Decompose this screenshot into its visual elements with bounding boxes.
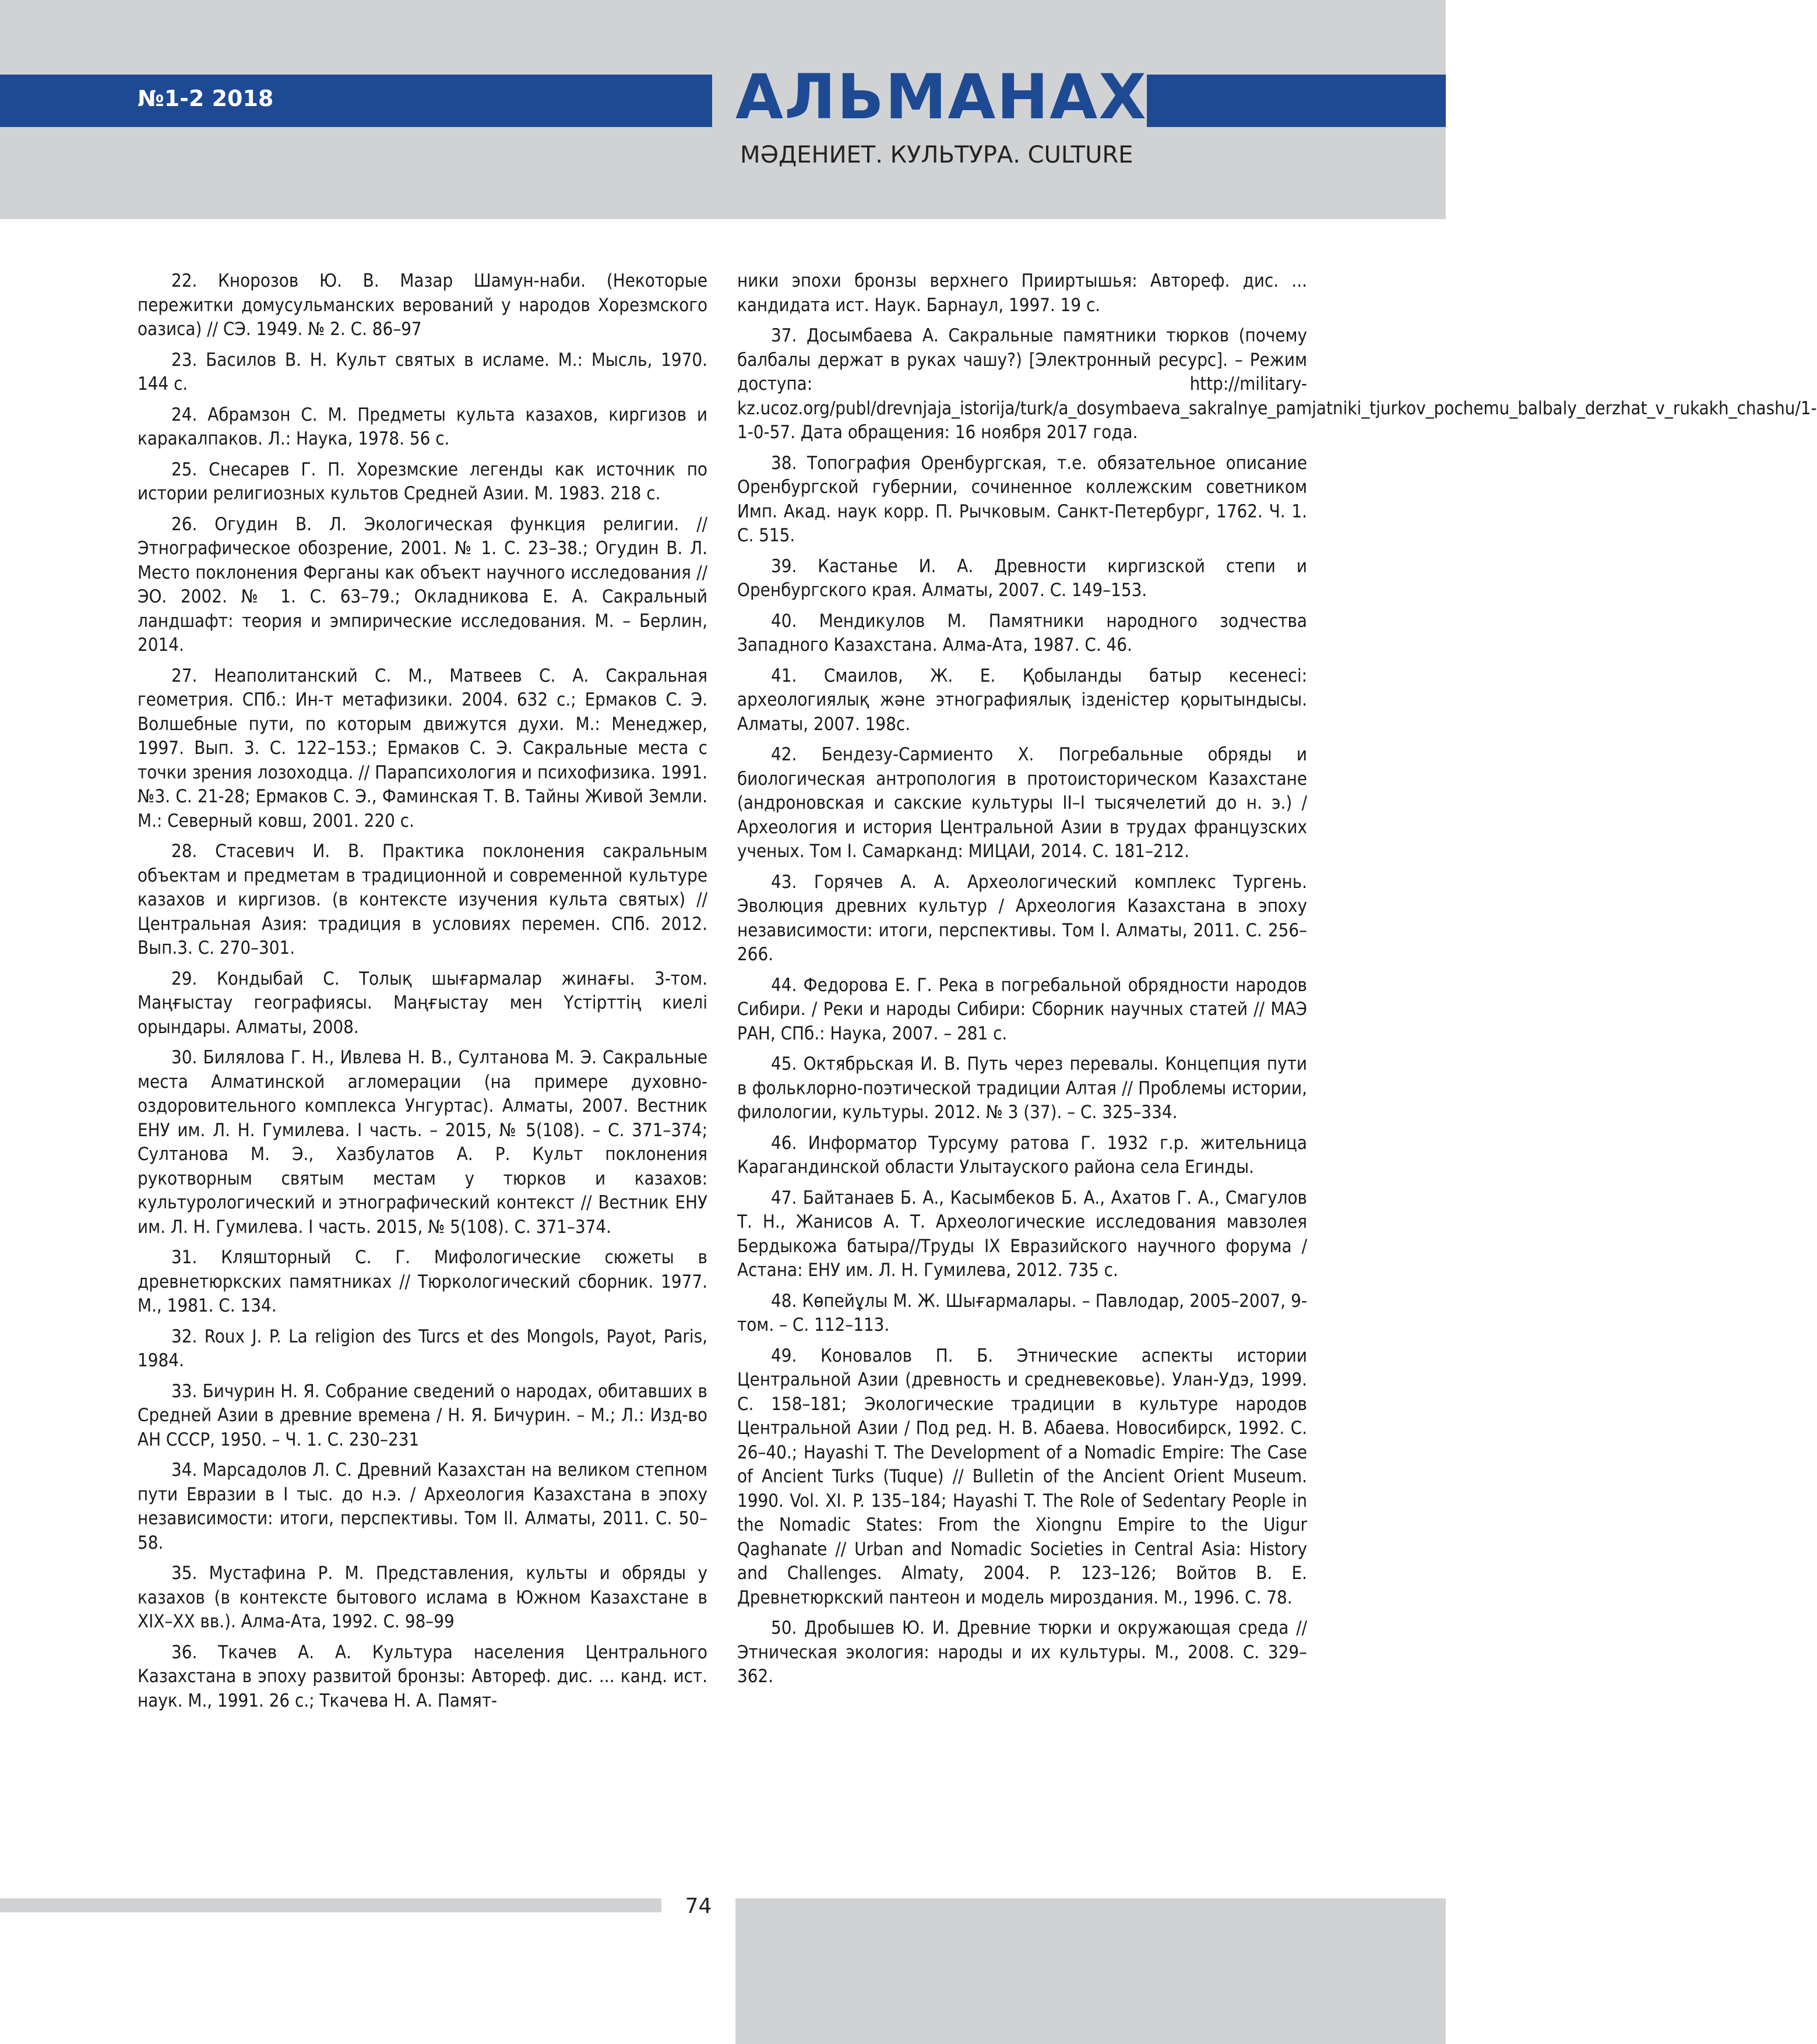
reference-item: 28. Стасевич И. В. Практика поклонения сакральным объектам и предметам в традиционной и современной культуре казахов и киргизов. (в контексте изучения культа святых) // Центральная Азия: традиция в условиях перемен. СПб. 2012. Вып.3. С. 270–301. xyxy=(138,841,707,958)
reference-item: 27. Неаполитанский С. М., Матвеев С. А. Сакральная геометрия. СПб.: Ин-т метафизики. 2004. 632 с.; Ермаков С. Э. Волшебные пути, по которым движутся духи. М.: Менеджер, 1997. Вып. 3. С. 122–153.; Ермаков С. Э. Сакральные места с точки зрения лозоходца. // Парапсихология и психофизика. 1991. №3. С. 21-28; Ермаков С. Э., Фаминская Т. В. Тайны Живой Земли. М.: Северный ковш, 2001. 220 с. xyxy=(138,665,707,831)
reference-item: 42. Бендезу-Сармиенто Х. Погребальные обряды и биологическая антропология в протоисторическом Казахстане (андроновская и сакские культуры II–I тысячелетий до н. э.) / Археология и история Центральной Азии в трудах французских ученых. Том I. Самарканд: МИЦАИ, 2014. С. 181–212. xyxy=(737,744,1307,862)
reference-item: 50. Дробышев Ю. И. Древние тюрки и окружающая среда // Этническая экология: народы и их культуры. М., 2008. С. 329–362. xyxy=(737,1617,1307,1687)
reference-item: 48. Көпейұлы М. Ж. Шығармалары. – Павлодар, 2005–2007, 9-том. – С. 112–113. xyxy=(737,1290,1307,1335)
reference-item: 40. Мендикулов М. Памятники народного зодчества Западного Казахстана. Алма-Ата, 1987. С. 46. xyxy=(737,610,1307,656)
page-number: 74 xyxy=(685,1894,712,1918)
reference-item: 43. Горячев А. А. Археологический комплекс Тургень. Эволюция древних культур / Археология Казахстана в эпоху независимости: итоги, перспективы. Том I. Алматы, 2011. С. 256–266. xyxy=(737,871,1307,965)
reference-item: 46. Информатор Турсуму ратова Г. 1932 г.р. жительница Карагандинской области Улытауского района села Егинды. xyxy=(737,1132,1307,1178)
references-column-left xyxy=(138,269,707,1719)
reference-item: 25. Снесарев Г. П. Хорезмские легенды как источник по истории религиозных культов Средней Азии. М. 1983. 218 с. xyxy=(138,459,707,504)
journal-subtitle: МӘДЕНИЕТ. КУЛЬТУРА. CULTURE xyxy=(740,142,1133,168)
reference-item: 29. Кондыбай С. Толық шығармалар жинағы. 3-том. Маңғыстау географиясы. Маңғыстау мен Үстірттің киелі орындары. Алматы, 2008. xyxy=(138,968,707,1038)
reference-item: 34. Марсадолов Л. С. Древний Казахстан на великом степном пути Евразии в I тыс. до н.э. / Археология Казахстана в эпоху независимости: итоги, перспективы. Том II. Алматы, 2011. С. 50–58. xyxy=(138,1460,707,1553)
reference-item: 36. Ткачев А. А. Культура населения Центрального Казахстана в эпоху развитой бронзы: Автореф. дис. ... канд. ист. наук. М., 1991. 26 с.; Ткачева Н. А. Памят- xyxy=(138,1641,707,1711)
reference-item: 41. Смаилов, Ж. Е. Қобыланды батыр кесенесі: археологиялық және этнографиялық ізденістер қорытындысы. Алматы, 2007. 198с. xyxy=(737,665,1307,735)
reference-continuation: ники эпохи бронзы верхнего Прииртышья: Автореф. дис. ... кандидата ист. Наук. Барнаул, 1997. 19 с. xyxy=(737,270,1307,316)
reference-item: 37. Досымбаева А. Сакральные памятники тюрков (почему балбалы держат в руках чашу?) [Электронный ресурс]. – Режим доступа: http://military-kz.ucoz.org/publ/drevnjaja_istorija/turk/a_dosymbaeva_sakralnye_pamjatniki_tjurkov_pochemu_balbaly_derzhat_v_rukakh_chashu/1-1-0-57. Дата обращения: 16 ноября 2017 года. xyxy=(737,325,1817,443)
references-column-right xyxy=(737,269,1817,1696)
reference-item: 26. Огудин В. Л. Экологическая функция религии. // Этнографическое обозрение, 2001. № 1. С. 23–38.; Огудин В. Л. Место поклонения Ферганы как объект научного исследования // ЭО. 2002. № 1. С. 63–79.; Окладникова Е. А. Сакральный ландшафт: теория и эмпирические исследования. М. – Берлин, 2014. xyxy=(138,513,707,656)
reference-item: 47. Байтанаев Б. А., Касымбеков Б. А., Ахатов Г. А., Смагулов Т. Н., Жанисов А. Т. Археологические исследования мавзолея Бердыкожа батыра//Труды IX Евразийского научного форума / Астана: ЕНУ им. Л. Н. Гумилева, 2012. 735 с. xyxy=(737,1187,1307,1281)
header-band-right xyxy=(1147,75,1446,127)
footer-bar xyxy=(0,1898,661,1912)
reference-item: 23. Басилов В. Н. Культ святых в исламе. М.: Мысль, 1970. 144 с. xyxy=(138,349,707,394)
issue-number: №1-2 2018 xyxy=(138,86,274,111)
reference-item: 35. Мустафина Р. М. Представления, культы и обряды у казахов (в контексте бытового ислама в Южном Казахстане в XIX–XX вв.). Алма-Ата, 1992. С. 98–99 xyxy=(138,1563,707,1632)
reference-item: 31. Кляшторный С. Г. Мифологические сюжеты в древнетюркских памятниках // Тюркологический сборник. 1977. М., 1981. С. 134. xyxy=(138,1247,707,1316)
reference-item: 45. Октябрьская И. В. Путь через перевалы. Концепция пути в фольклорно-поэтической традиции Алтая // Проблемы истории, филологии, культуры. 2012. № 3 (37). – С. 325–334. xyxy=(737,1053,1307,1123)
reference-item: 49. Коновалов П. Б. Этнические аспекты истории Центральной Азии (древность и средневековье). Улан-Удэ, 1999. С. 158–181; Экологические традиции в культуре народов Центральной Азии / Под ред. Н. В. Абаева. Новосибирск, 1992. С. 26–40.; Hayashi T. The Development of a Nomadic Empire: The Case of Ancient Turks (Tuque) // Bulletin of the Ancient Orient Museum. 1990. Vol. XI. P. 135–184; Hayashi T. The Role of Sedentary People in the Nomadic States: From the Xiongnu Empire to the Uigur Qaghanate // Urban and Nomadic Societies in Central Asia: History and Challenges. Almaty, 2004. P. 123–126; Войтов В. Е. Древнетюркский пантеон и модель мироздания. М., 1996. С. 78. xyxy=(737,1345,1307,1608)
reference-item: 32. Roux J. P. La religion des Turcs et des Mongols, Payot, Paris, 1984. xyxy=(138,1326,707,1371)
header-band-left xyxy=(0,75,712,127)
footer-block xyxy=(735,1898,1446,2044)
reference-item: 24. Абрамзон С. М. Предметы культа казахов, киргизов и каракалпаков. Л.: Наука, 1978. 56 с. xyxy=(138,404,707,449)
reference-item: 44. Федорова Е. Г. Река в погребальной обрядности народов Сибири. / Реки и народы Сибири: Сборник научных статей // МАЭ РАН, СПб.: Наука, 2007. – 281 с. xyxy=(737,974,1307,1044)
reference-item: 33. Бичурин Н. Я. Собрание сведений о народах, обитавших в Средней Азии в древние времена / Н. Я. Бичурин. – М.; Л.: Изд-во АН СССР, 1950. – Ч. 1. С. 230–231 xyxy=(138,1380,707,1450)
reference-item: 30. Билялова Г. Н., Ивлева Н. В., Султанова М. Э. Сакральные места Алматинской агломерации (на примере духовно-оздоровительного комплекса Унгуртас). Алматы, 2007. Вестник ЕНУ им. Л. Н. Гумилева. I часть. – 2015, № 5(108). – С. 371–374; Султанова М. Э., Хазбулатов А. Р. Культ поклонения рукотворным святым местам у тюрков и казахов: культурологический и этнографический контекст // Вестник ЕНУ им. Л. Н. Гумилева. I часть. 2015, № 5(108). С. 371–374. xyxy=(138,1047,707,1238)
reference-item: 38. Топография Оренбургская, т.е. обязательное описание Оренбургской губернии, сочиненное коллежским советником Имп. Акад. наук корр. П. Рычковым. Санкт-Петербург, 1762. Ч. 1. С. 515. xyxy=(737,452,1307,546)
journal-title: АЛЬМАНАХ xyxy=(735,61,1147,133)
reference-item: 39. Кастанье И. А. Древности киргизской степи и Оренбургского края. Алматы, 2007. С. 149–153. xyxy=(737,555,1307,601)
reference-item: 22. Кнорозов Ю. В. Мазар Шамун-наби. (Некоторые пережитки домусульманских верований у народов Хорезмского оазиса) // СЭ. 1949. № 2. С. 86–97 xyxy=(138,270,707,340)
